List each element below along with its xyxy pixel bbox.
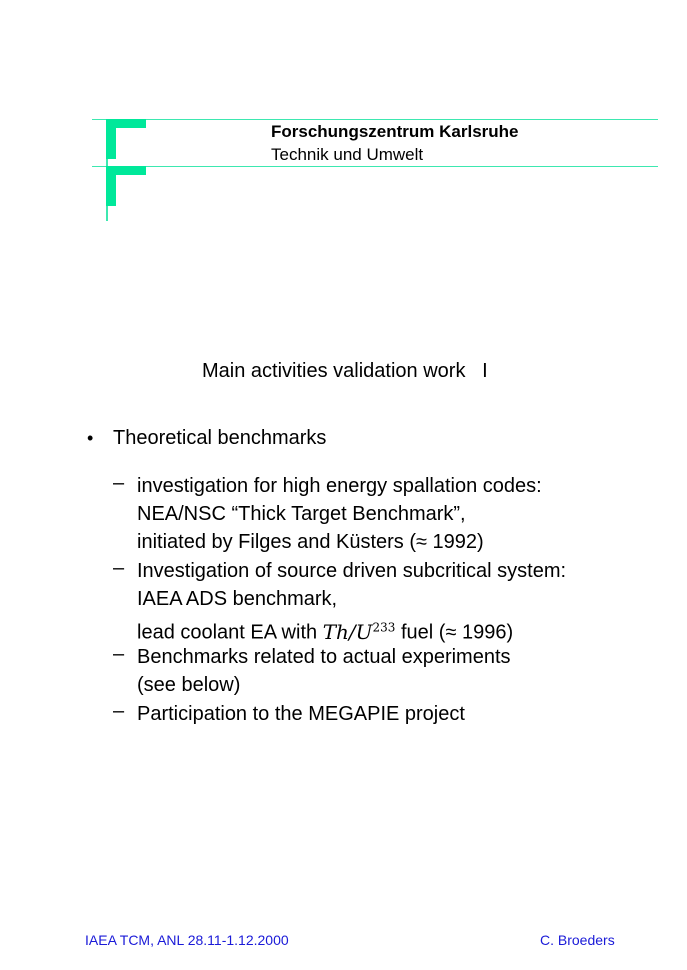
sub-item-line: (see below) (137, 674, 241, 696)
sub-item-line-math (137, 613, 566, 647)
dash-marker: – (113, 557, 125, 579)
formula-superscript: 233 (372, 620, 396, 634)
formula-base: Th/U (322, 619, 373, 644)
logo-upper-f-arm (106, 119, 146, 128)
line-prefix: lead coolant EA with (137, 621, 323, 644)
sub-item-line: initiated by Filges and Küsters (≈ 1992) (137, 531, 484, 553)
sub-item-line: IAEA ADS benchmark, (137, 588, 338, 610)
dash-marker: – (113, 643, 125, 665)
fzk-logo (0, 0, 687, 230)
sub-item-line: investigation for high energy spallation codes: (137, 475, 542, 497)
sub-item-line: NEA/NSC “Thick Target Benchmark”, (137, 503, 466, 525)
footer-author: C. Broeders (540, 932, 615, 948)
sub-item-line: Investigation of source driven subcritical system: (137, 560, 567, 582)
dash-marker: – (113, 472, 125, 494)
logo-lower-f-arm (106, 166, 146, 175)
line-suffix: fuel (≈ 1996) (395, 621, 514, 644)
bullet-marker: • (87, 428, 94, 448)
slide-title: Main activities validation work I (202, 360, 488, 382)
organization-division: Technik und Umwelt (271, 145, 424, 164)
fuel-formula (323, 620, 396, 644)
sub-item-line: Participation to the MEGAPIE project (137, 703, 465, 725)
dash-marker: – (113, 700, 125, 722)
logo-top-rule (92, 119, 658, 120)
logo-middle-rule (92, 166, 658, 167)
sub-item-line: Benchmarks related to actual experiments (137, 646, 511, 668)
bullet-heading: Theoretical benchmarks (113, 427, 327, 449)
footer-event: IAEA TCM, ANL 28.11-1.12.2000 (85, 932, 289, 948)
organization-name: Forschungszentrum Karlsruhe (271, 122, 519, 141)
